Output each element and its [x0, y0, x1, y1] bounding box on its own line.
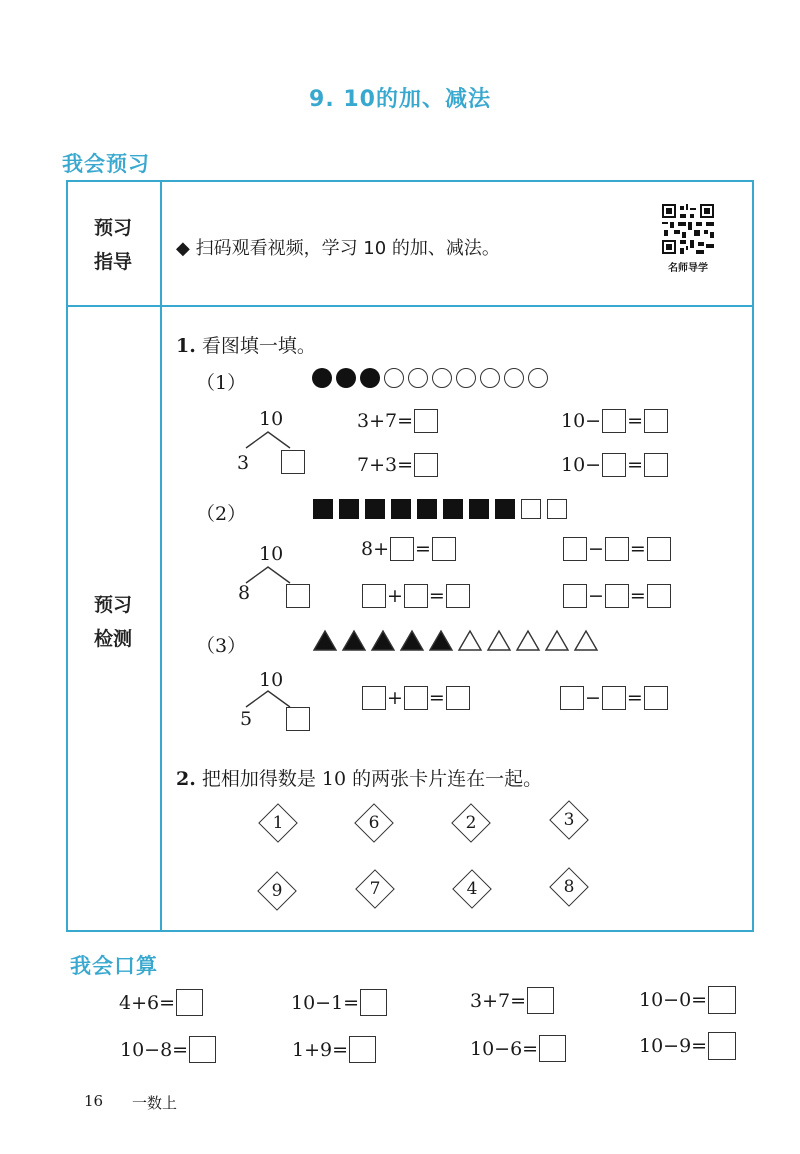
filled-square — [469, 499, 489, 519]
filled-triangle — [430, 631, 452, 650]
part3-triangles — [312, 628, 604, 654]
card-bottom-4[interactable] — [549, 867, 589, 907]
empty-circle — [504, 368, 524, 388]
card-number: 4 — [466, 879, 478, 899]
check-label-line1: 预习 — [93, 594, 132, 616]
empty-triangle — [517, 631, 539, 650]
guide-text: ◆ 扫码观看视频，学习 10 的加、减法。 — [176, 238, 500, 259]
answer-box[interactable] — [539, 1035, 566, 1062]
card-number: 1 — [272, 813, 284, 833]
card-bottom-2[interactable] — [355, 869, 395, 909]
equals-sign: = — [626, 687, 643, 709]
guide-label — [66, 211, 160, 279]
guide-label-line2: 指导 — [93, 251, 132, 273]
mental-eq-5 — [120, 1036, 216, 1063]
mental-eq-text: 10−1= — [291, 991, 360, 1014]
check-label-line2: 检测 — [93, 628, 132, 650]
qr-code-icon — [662, 204, 714, 254]
book-name: 一数上 — [132, 1094, 178, 1112]
empty-circle — [528, 368, 548, 388]
equals-sign: = — [629, 585, 646, 607]
minus-sign: − — [588, 585, 604, 607]
answer-box[interactable] — [446, 686, 470, 710]
empty-square — [547, 499, 567, 519]
answer-box[interactable] — [602, 453, 626, 477]
part1-split-answer-box[interactable] — [281, 450, 305, 474]
card-bottom-3[interactable] — [452, 869, 492, 909]
answer-box[interactable] — [644, 409, 668, 433]
empty-triangle — [459, 631, 481, 650]
empty-circle — [408, 368, 428, 388]
part1-split-top: 10 — [259, 408, 284, 430]
q1-text: 看图填一填。 — [201, 335, 316, 357]
qr-caption: 名师导学 — [668, 263, 708, 274]
empty-triangle — [488, 631, 510, 650]
part1-eq-d-text: 10− — [561, 454, 602, 476]
answer-box[interactable] — [360, 989, 387, 1016]
q1-number: 1. — [176, 335, 196, 357]
q2-text: 把相加得数是 10 的两张卡片连在一起。 — [201, 768, 543, 790]
card-bottom-1[interactable] — [257, 871, 297, 911]
card-top-2[interactable] — [354, 803, 394, 843]
part2-split-answer-box[interactable] — [286, 584, 310, 608]
q2-number: 2. — [176, 768, 196, 790]
page-number: 16 — [84, 1092, 104, 1110]
answer-box[interactable] — [176, 989, 203, 1016]
empty-triangle — [546, 631, 568, 650]
equals-sign: = — [627, 454, 644, 476]
answer-box[interactable] — [602, 409, 626, 433]
q2-heading — [176, 764, 542, 791]
part2-eq-c — [563, 537, 671, 561]
filled-square — [495, 499, 515, 519]
filled-triangle — [343, 631, 365, 650]
answer-box[interactable] — [644, 686, 668, 710]
mental-eq-8 — [639, 1032, 736, 1060]
preview-heading: 我会预习 — [62, 152, 150, 176]
mental-eq-3 — [470, 987, 554, 1014]
part2-squares — [313, 499, 567, 519]
answer-box[interactable] — [414, 453, 438, 477]
part1-tag: （1） — [196, 372, 247, 394]
minus-sign: − — [585, 687, 601, 709]
filled-square — [417, 499, 437, 519]
part1-circles — [312, 368, 548, 388]
answer-box[interactable] — [446, 584, 470, 608]
empty-circle — [384, 368, 404, 388]
card-top-3[interactable] — [451, 803, 491, 843]
filled-triangle — [314, 631, 336, 650]
answer-box[interactable] — [708, 986, 736, 1014]
equals-sign: = — [428, 585, 445, 607]
part1-eq-a-text: 3+7= — [357, 410, 414, 432]
guide-label-line1: 预习 — [93, 217, 132, 239]
empty-triangle — [575, 631, 597, 650]
answer-box[interactable] — [647, 537, 671, 561]
part3-split-left: 5 — [240, 708, 253, 730]
card-top-4[interactable] — [549, 800, 589, 840]
answer-box[interactable] — [362, 686, 386, 710]
mental-eq-text: 10−8= — [120, 1038, 189, 1061]
answer-box[interactable] — [560, 686, 584, 710]
card-number: 2 — [465, 813, 477, 833]
part2-eq-d — [563, 584, 671, 608]
mental-eq-text: 3+7= — [470, 989, 527, 1012]
answer-box[interactable] — [644, 453, 668, 477]
mental-eq-text: 10−0= — [639, 989, 708, 1011]
page-title: 9. 10的加、减法 — [309, 87, 491, 112]
filled-square — [391, 499, 411, 519]
answer-box[interactable] — [563, 584, 587, 608]
answer-box[interactable] — [708, 1032, 736, 1060]
part1-eq-c — [561, 409, 668, 433]
filled-square — [365, 499, 385, 519]
filled-circle — [312, 368, 332, 388]
table-row-divider — [66, 305, 754, 307]
part1-split-branch — [240, 430, 300, 450]
part3-split-top: 10 — [259, 669, 284, 691]
filled-circle — [360, 368, 380, 388]
answer-box[interactable] — [563, 537, 587, 561]
part2-eq-a — [361, 537, 456, 561]
equals-sign: = — [428, 687, 445, 709]
mental-eq-text: 4+6= — [119, 991, 176, 1014]
equals-sign: = — [629, 538, 646, 560]
part2-split-top: 10 — [259, 543, 284, 565]
answer-box[interactable] — [605, 537, 629, 561]
part1-eq-b — [357, 453, 438, 477]
filled-circle — [336, 368, 356, 388]
answer-box[interactable] — [189, 1036, 216, 1063]
check-label — [66, 588, 160, 656]
mental-eq-4 — [639, 986, 736, 1014]
plus-sign: + — [387, 585, 403, 607]
mental-eq-6 — [292, 1036, 376, 1063]
answer-box[interactable] — [605, 584, 629, 608]
part1-eq-b-text: 7+3= — [357, 454, 414, 476]
qr-code[interactable] — [662, 204, 714, 274]
mental-eq-text: 10−6= — [470, 1037, 539, 1060]
part3-split-branch — [240, 689, 300, 709]
part3-eq-a — [362, 686, 470, 710]
part2-split-left: 8 — [238, 582, 251, 604]
filled-square — [339, 499, 359, 519]
answer-box[interactable] — [602, 686, 626, 710]
q1-heading — [176, 331, 316, 358]
card-top-1[interactable] — [258, 803, 298, 843]
answer-box[interactable] — [390, 537, 414, 561]
mental-heading: 我会口算 — [70, 954, 158, 978]
answer-box[interactable] — [647, 584, 671, 608]
equals-sign: = — [415, 538, 431, 560]
empty-circle — [456, 368, 476, 388]
answer-box[interactable] — [414, 409, 438, 433]
part1-eq-d — [561, 453, 668, 477]
equals-sign: = — [627, 410, 644, 432]
card-number: 6 — [368, 813, 380, 833]
part1-eq-a — [357, 409, 438, 433]
minus-sign: − — [588, 538, 604, 560]
mental-eq-1 — [119, 989, 203, 1016]
card-number: 8 — [563, 877, 575, 897]
card-number: 9 — [271, 881, 283, 901]
part1-eq-c-text: 10− — [561, 410, 602, 432]
card-number: 3 — [563, 810, 575, 830]
answer-box[interactable] — [432, 537, 456, 561]
filled-triangle — [372, 631, 394, 650]
empty-circle — [480, 368, 500, 388]
answer-box[interactable] — [527, 987, 554, 1014]
table-column-divider — [160, 180, 162, 932]
card-number: 7 — [369, 879, 381, 899]
answer-box[interactable] — [349, 1036, 376, 1063]
part2-tag: （2） — [196, 503, 247, 525]
empty-circle — [432, 368, 452, 388]
empty-square — [521, 499, 541, 519]
answer-box[interactable] — [404, 686, 428, 710]
filled-square — [443, 499, 463, 519]
mental-eq-text: 1+9= — [292, 1038, 349, 1061]
mental-eq-text: 10−9= — [639, 1035, 708, 1057]
answer-box[interactable] — [362, 584, 386, 608]
filled-triangle — [401, 631, 423, 650]
part3-split-answer-box[interactable] — [286, 707, 310, 731]
answer-box[interactable] — [404, 584, 428, 608]
part3-eq-b — [560, 686, 668, 710]
mental-eq-2 — [291, 989, 387, 1016]
filled-square — [313, 499, 333, 519]
plus-sign: + — [387, 687, 403, 709]
part2-eq-b — [362, 584, 470, 608]
part1-split-left: 3 — [237, 452, 250, 474]
part3-tag: （3） — [196, 635, 247, 657]
mental-eq-7 — [470, 1035, 566, 1062]
part2-eq-a-text: 8+ — [361, 538, 390, 560]
